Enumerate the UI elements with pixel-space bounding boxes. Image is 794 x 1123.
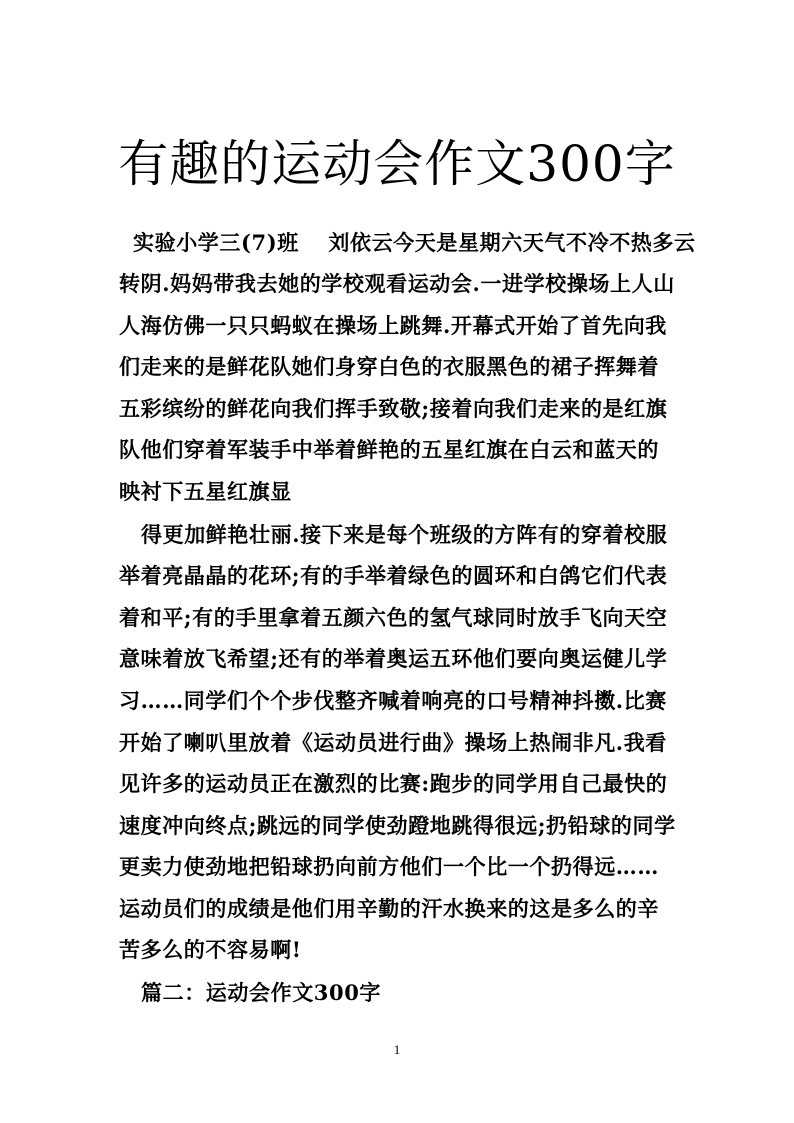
paragraph-line: 人海仿佛一只只蚂蚁在操场上跳舞.开幕式开始了首先向我 (119, 313, 667, 338)
paragraph-line: 运动员们的成绩是他们用辛勤的汗水换来的这是多么的辛 (119, 896, 659, 921)
paragraph-line: 意味着放飞希望;还有的举着奥运五环他们要向奥运健儿学 (119, 646, 668, 671)
document-title: 有趣的运动会作文300字 (118, 135, 676, 193)
paragraph-line: 转阴.妈妈带我去她的学校观看运动会.一进学校操场上人山 (119, 271, 675, 296)
paragraph-line: 举着亮晶晶的花环;有的手举着绿色的圆环和白鸽它们代表 (119, 563, 668, 588)
paragraph-line: 速度冲向终点;跳远的同学使劲蹬地跳得很远;扔铅球的同学 (119, 813, 676, 838)
paragraph-line: 苦多么的不容易啊! (119, 937, 302, 962)
paragraph-line: 们走来的是鲜花队她们身穿白色的衣服黑色的裙子挥舞着 (119, 354, 659, 379)
paragraph-line: 映衬下五星红旗显 (119, 479, 292, 504)
paragraph-line: 习……同学们个个步伐整齐喊着响亮的口号精神抖擞.比赛 (119, 688, 667, 713)
paragraph-line: 五彩缤纷的鲜花向我们挥手致敬;接着向我们走来的是红旗 (119, 396, 668, 421)
page-number: 1 (393, 1042, 401, 1057)
paragraph-line: 见许多的运动员正在激烈的比赛:跑步的同学用自己最快的 (119, 771, 668, 796)
paragraph-line: 开始了喇叭里放着《运动员进行曲》操场上热闹非凡.我看 (119, 730, 667, 755)
paragraph-line: 实验小学三(7)班 刘依云今天是星期六天气不冷不热多云 (133, 230, 696, 255)
paragraph-line: 更卖力使劲地把铅球扔向前方他们一个比一个扔得远…… (119, 854, 659, 879)
section-heading: 篇二：运动会作文300字 (141, 980, 382, 1005)
paragraph-line: 得更加鲜艳壮丽.接下来是每个班级的方阵有的穿着校服 (141, 522, 668, 547)
paragraph-line: 队他们穿着军装手中举着鲜艳的五星红旗在白云和蓝天的 (119, 437, 659, 462)
paragraph-line: 着和平;有的手里拿着五颜六色的氢气球同时放手飞向天空 (119, 605, 668, 630)
